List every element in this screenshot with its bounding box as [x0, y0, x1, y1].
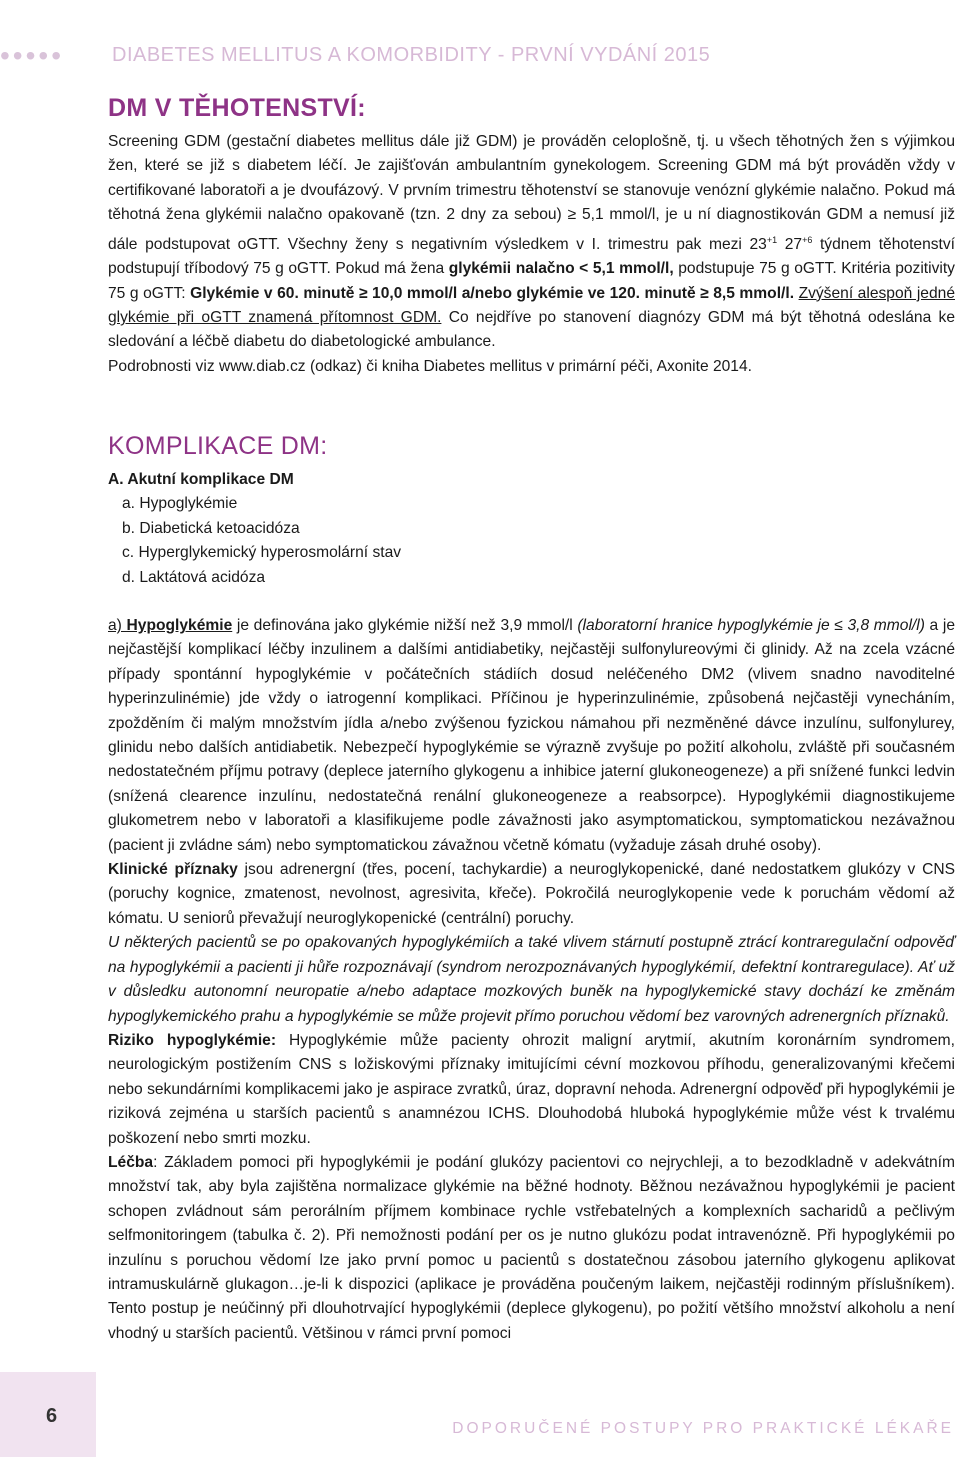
- paragraph: Riziko hypoglykémie: Hypoglykémie může pacienty ohrozit maligní arytmií, akutním koronárním syndromem, neurologickým postižením CNS s ložiskovými příznaky imitujícími cévní mozkovou příhodu, generalizovanými křečemi nebo sekundárními komplikacemi jako je aspirace zvratků, úraz, dopravní nehoda. Adrenergní odpověď při hypoglykémii je riziková zejména u starších pacientů s anamnézou ICHS. Dlouhodobá hluboká hypoglykémie může vést k trvalému poškození nebo smrti mozku.: [108, 1031, 955, 1147]
- reference-paragraph: Podrobnosti viz www.diab.cz (odkaz) či kniha Diabetes mellitus v primární péči, Axonite 2014.: [108, 357, 752, 375]
- list-item: d. Laktátová acidóza: [122, 568, 266, 586]
- list-heading: A. Akutní komplikace DM: [108, 471, 294, 488]
- paragraph: Klinické příznaky jsou adrenergní (třes, pocení, tachykardie) a neuroglykopenické, dané nedostatkem glukózy v CNS (poruchy kognice, zmatenost, nevolnost, agresivita, křeče). Pokročilá neuroglykopenie vede k poruchám vědomí až kómatu. U seniorů převažují neuroglykopenické (centrální) poruchy.: [108, 861, 955, 927]
- paragraph: Screening GDM (gestační diabetes mellitus dále již GDM) je prováděn celoplošně, tj. u všech těhotných žen s výjimkou žen, které se již s diabetem léčí. Je zajišťován ambulantním gynekologem. Screening GDM má být prováděn vždy v certifikované laboratoři a je dvoufázový. V prvním trimestru těhotenství se stanovuje venózní glykémie nalačno. Pokud má těhotná žena glykémii nalačno opakovaně (tzn. 2 dny za sebou) ≥ 5,1 mmol/l, je u ní diagnostikován GDM a nemusí již dále podstupovat oGTT. Všechny ženy s negativním výsledkem v I. trimestru pak mezi $23^{+1}$ $27^{+6}$ týdnem těhotenství podstupují tříbodový 75 g oGTT. Pokud má žena glykémii nalačno < 5,1 mmol/l, podstupuje 75 g oGTT. Kritéria pozitivity 75 g oGTT: Glykémie v 60. minutě ≥ 10,0 mmol/l a/nebo glykémie ve 120. minutě ≥ 8,5 mmol/l. Zvýšení alespoň jedné glykémie při oGTT znamená přítomnost GDM. Co nejdříve po stanovení diagnózy GDM má být těhotná odeslána ke sledování a léčbě diabetu do diabetologické ambulance.: [108, 133, 956, 351]
- section-title-pregnancy: DM V TĚHOTENSTVÍ:: [108, 94, 366, 122]
- header-dots: •••••: [0, 40, 65, 71]
- paragraph: Léčba: Základem pomoci při hypoglykémii je podání glukózy pacientovi co nejrychleji, a to bezodkladně v adekvátním množství tak, aby byla zajištěna normalizace glykémie na běžné hodnoty. Běžnou nezávažnou hypoglykémii je pacient schopen zvládnout sám perorálním příjmem kombinace rychle vstřebatelných a komplexních sacharidů a pečlivým selfmonitoringem (tabulka č. 2). Při nemožnosti podání per os je nutno glukózu podat intravenózně. Při hypoglykémii po inzulínu s poruchou vědomí lze jako první pomoc u pacientů s dostatečnou zásobou jaterního glykogenu aplikovat intramuskulárně glukagon…je-li k dispozici (aplikace je prováděna poučeným laikem, nejčastěji rodinným příslušníkem). Tento postup je neúčinný při dlouhotrvající hypoglykémii (deplece glykogenu), po požití většího množství alkoholu a není vhodný u starších pacientů. Většinou v rámci první pomoci: [108, 1153, 955, 1342]
- page-header: [0, 38, 960, 78]
- paragraph: U některých pacientů se po opakovaných hypoglykémiích a také vlivem stárnutí postupně ztrácí kontraregulační odpověď na hypoglykémii a pacienti ji hůře rozpoznávají (syndrom nerozpoznávaných hypoglykémií, defektní kontraregulace). Ať už v důsledku autonomní neuropatie a/nebo adaptace mozkových buněk na hypoglykemické stavy dochází ke změnám hypoglykemického prahu a hypoglykémie se může projevit přímo poruchou vědomí bez varovných adrenergních příznaků.: [108, 934, 955, 1025]
- list-item: a. Hypoglykémie: [122, 495, 238, 513]
- section-title-complications: KOMPLIKACE DM:: [108, 432, 328, 460]
- header-title: DIABETES MELLITUS A KOMORBIDITY - PRVNÍ VYDÁNÍ 2015: [112, 44, 711, 66]
- footer-title: DOPORUČENÉ POSTUPY PRO PRAKTICKÉ LÉKAŘE: [452, 1420, 954, 1437]
- page-number: 6: [46, 1405, 58, 1427]
- list-item: b. Diabetická ketoacidóza: [122, 519, 300, 537]
- paragraph: a) Hypoglykémie je definována jako glykémie nižší než 3,9 mmol/l (laboratorní hranice hypoglykémie je ≤ 3,8 mmol/l) a je nejčastější komplikací léčby inzulinem a dalšími antidiabetiky, nejčastěji sulfonylureovými či glinidy. Až na zcela vzácné případy spontánní hypoglykémie v počátečních stádiích dosud neléčeného DM2 (vlivem snadno navoditelné hyperinzulinémie) jde vždy o iatrogenní komplikaci. Příčinou je hyperinzulinémie, způsobená nejčastěji vynecháním, zpožděním či malým množstvím jídla a/nebo zvýšenou fyzickou námahou při nezměněné dávce inzulínu, sulfonylurey, glinidu nebo dalších antidiabetik. Nebezpečí hypoglykémie se výrazně zvyšuje po požití alkoholu, zvláště při současném nedostatečném příjmu potravy (deplece jaterního glykogenu a inhibice jaterní glukoneogeneze) a při snížené funkci ledvin (snížená clearence inzulínu, nedostatečná renální glukoneogeneze a reabsorpce). Hypoglykémii diagnostikujeme glukometrem nebo v laboratoři a klasifikujeme podle závažnosti jako asymptomatickou, symptomatickou nezávažnou (pacient ji zvládne sám) nebo symptomatickou závažnou včetně kómatu (vyžaduje zásah druhé osoby).: [108, 617, 955, 854]
- complications-list: [108, 468, 401, 590]
- list-item: c. Hyperglykemický hyperosmolární stav: [122, 544, 402, 562]
- hypoglycemia-text: [108, 614, 955, 1346]
- section-pregnancy-text: [108, 130, 955, 379]
